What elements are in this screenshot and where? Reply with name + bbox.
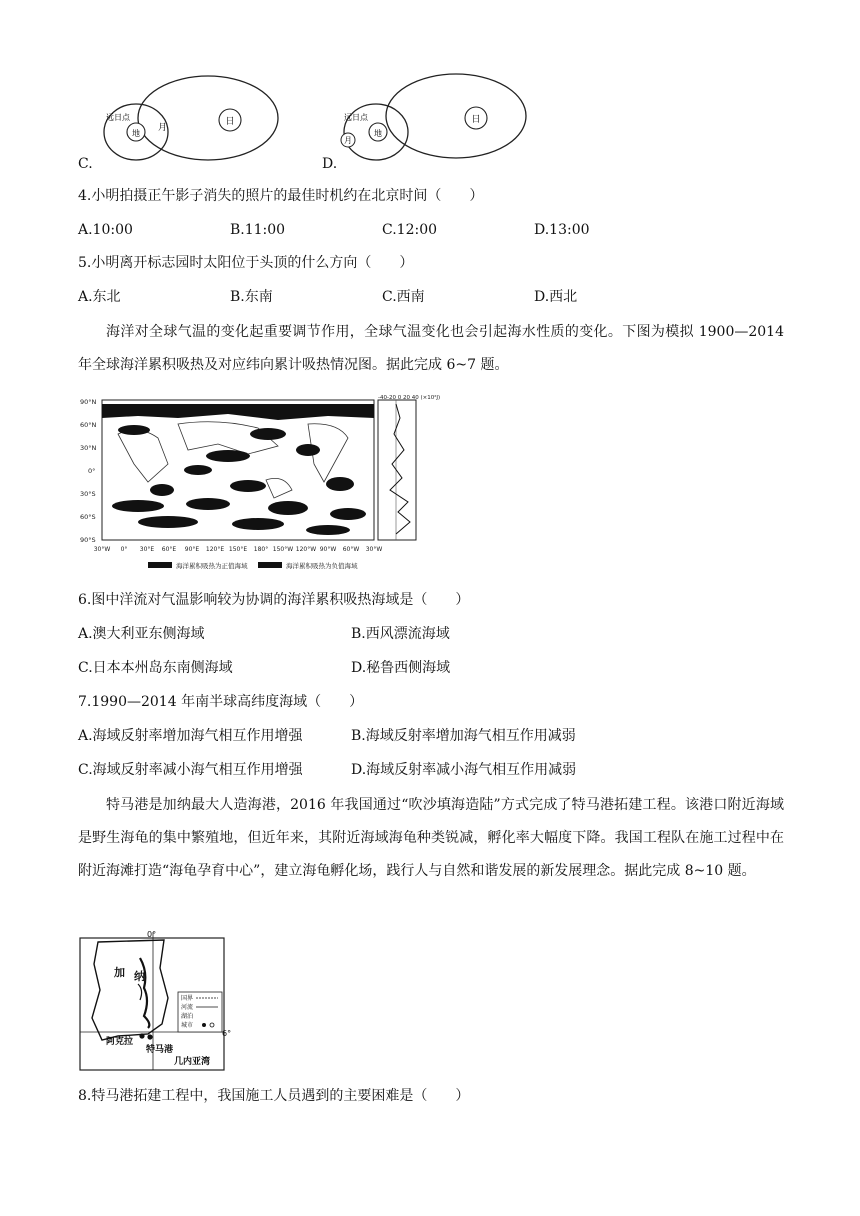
q5-option-c: C.西南 — [382, 289, 425, 305]
q5-option-d: D.西北 — [534, 289, 578, 305]
side-axis-label: -40-20 0 20 40 (×10²J) — [378, 395, 441, 401]
passage-ocean-heat: 海洋对全球气温的变化起重要调节作用，全球气温变化也会引起海水性质的变化。下图为模拟 1900—2014 年全球海洋累积吸热及对应纬向累计吸热情况图。据此完成 6~7 题。 — [78, 324, 784, 373]
q4-option-a: A.10:00 — [78, 222, 133, 238]
ocean-heat-map — [78, 394, 441, 574]
orbit-diagram-c — [96, 68, 296, 170]
orbit-diagram-d — [336, 68, 536, 170]
legend-city: 城市 — [181, 1022, 194, 1029]
lon-label: 150°E — [228, 546, 248, 553]
aphelion-label: 远日点 — [106, 113, 130, 122]
parallel-label: 6° — [222, 1029, 232, 1038]
accra-label: 阿克拉 — [106, 1037, 134, 1047]
q7-option-b: B.海域反射率增加海气相互作用减弱 — [351, 728, 576, 744]
lon-label: 180° — [253, 546, 269, 553]
q7-option-d: D.海域反射率减小海气相互作用减弱 — [351, 762, 577, 778]
lon-label: 60°W — [342, 546, 360, 553]
lon-label: 0° — [120, 546, 128, 553]
legend-negative: 海洋累积吸热为负值海域 — [286, 562, 358, 570]
q6-option-b: B.西风漂流海域 — [351, 626, 450, 642]
lon-label: 30°W — [365, 546, 383, 553]
tema-label: 特马港 — [146, 1045, 174, 1055]
q6-option-a: A.澳大利亚东侧海域 — [78, 626, 205, 642]
lon-label: 120°E — [205, 546, 225, 553]
option-c-label: C. — [78, 156, 93, 172]
lon-label: 60°E — [161, 546, 177, 553]
option-d-label: D. — [322, 156, 338, 172]
q7-option-c: C.海域反射率减小海气相互作用增强 — [78, 762, 303, 778]
legend-river: 河流 — [181, 1004, 194, 1011]
lon-label: 120°W — [295, 546, 317, 553]
q4-option-d: D.13:00 — [534, 222, 590, 238]
sun-label: 日 — [225, 117, 235, 127]
q4-stem: 4.小明拍摄正午影子消失的照片的最佳时机约在北京时间（ ） — [78, 188, 484, 204]
earth-label: 地 — [374, 129, 382, 138]
lon-label: 90°E — [184, 546, 200, 553]
q5-option-b: B.东南 — [230, 289, 273, 305]
lon-label: 30°E — [139, 546, 155, 553]
passage-tema-port: 特马港是加纳最大人造海港，2016 年我国通过“吹沙填海造陆”方式完成了特马港拓建工程。该港口附近海域是野生海龟的集中繁殖地，但近年来，其附近海域海龟种类锐减，孵化率大幅度下降。我国工程队在施工过程中在附近海滩打造“海龟孕育中心”，建立海龟孵化场，践行人与自然和谐发展的新发展理念。据此完成 8~10 题。 — [78, 797, 784, 879]
q4-option-b: B.11:00 — [230, 222, 286, 238]
q4-option-c: C.12:00 — [382, 222, 438, 238]
lat-label: 30°N — [80, 444, 97, 452]
moon-label: 月 — [344, 136, 352, 145]
meridian-label: 0° — [147, 930, 157, 939]
country-label: 纳 — [134, 970, 145, 983]
lat-label: 0° — [88, 467, 96, 475]
ghana-map — [78, 928, 238, 1074]
country-label: 加 — [114, 966, 125, 979]
lat-label: 90°S — [80, 536, 96, 544]
legend-positive: 海洋累积吸热为正值海域 — [176, 562, 248, 570]
gulf-label: 几内亚湾 — [174, 1057, 211, 1067]
lon-label: 30°W — [93, 546, 111, 553]
legend-lake: 湖泊 — [181, 1013, 194, 1020]
q7-stem: 7.1990—2014 年南半球高纬度海域（ ） — [78, 694, 364, 710]
moon-label: 月 — [158, 123, 168, 133]
lon-label: 90°W — [319, 546, 337, 553]
q7-option-a: A.海域反射率增加海气相互作用增强 — [78, 728, 303, 744]
lat-label: 90°N — [80, 398, 97, 406]
q6-stem: 6.图中洋流对气温影响较为协调的海洋累积吸热海域是（ ） — [78, 592, 470, 608]
lon-label: 150°W — [272, 546, 294, 553]
aphelion-label: 远日点 — [344, 113, 368, 122]
q5-option-a: A.东北 — [78, 289, 121, 305]
q5-stem: 5.小明离开标志园时太阳位于头顶的什么方向（ ） — [78, 255, 414, 271]
q6-option-c: C.日本本州岛东南侧海域 — [78, 660, 233, 676]
q8-stem: 8.特马港拓建工程中，我国施工人员遇到的主要困难是（ ） — [78, 1088, 470, 1104]
sun-label: 日 — [471, 115, 481, 125]
lat-label: 30°S — [80, 490, 96, 498]
lat-label: 60°N — [80, 421, 97, 429]
q6-option-d: D.秘鲁西侧海域 — [351, 660, 451, 676]
legend-border: 国界 — [181, 995, 194, 1002]
earth-label: 地 — [132, 129, 140, 138]
lat-label: 60°S — [80, 513, 96, 521]
